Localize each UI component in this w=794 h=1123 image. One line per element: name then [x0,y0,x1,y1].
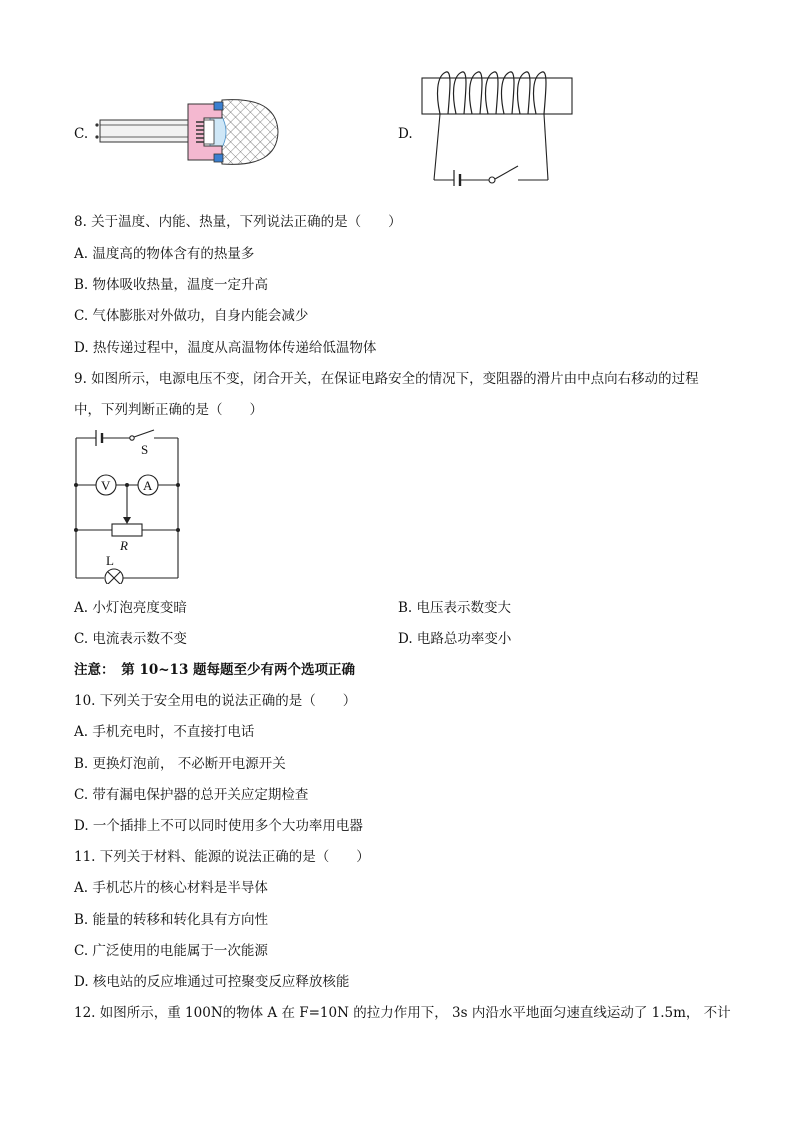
q9-option-b: B. 电压表示数变大 [398,600,512,616]
option-d-label: D. [398,126,413,142]
light-bulb-figure [92,92,282,172]
question-9-stem-line1: 9. 如图所示，电源电压不变，闭合开关，在保证电路安全的情况下，变阻器的滑片由中点向右移动的过程 [74,371,699,387]
resistor-label: R [120,538,128,553]
q10-option-b: B. 更换灯泡前， 不必断开电源开关 [74,756,286,772]
switch-label: S [141,442,149,457]
option-c-label: C. [74,126,89,142]
voltmeter-label: V [101,478,111,493]
question-10-stem: 10. 下列关于安全用电的说法正确的是（ ） [74,693,357,709]
solenoid-circuit-figure [418,66,578,186]
q11-option-c: C. 广泛使用的电能属于一次能源 [74,943,268,959]
q11-option-d: D. 核电站的反应堆通过可控聚变反应释放核能 [74,974,350,990]
q8-option-b: B. 物体吸收热量，温度一定升高 [74,277,269,293]
question-9-stem-line2: 中，下列判断正确的是（ ） [74,402,263,418]
q9-option-c: C. 电流表示数不变 [74,631,187,647]
q11-option-a: A. 手机芯片的核心材料是半导体 [74,880,268,896]
q11-option-b: B. 能量的转移和转化具有方向性 [74,912,269,928]
multi-answer-notice: 注意： 第 10~13 题每题至少有两个选项正确 [74,662,356,678]
q8-option-a: A. 温度高的物体含有的热量多 [74,246,255,262]
q10-option-d: D. 一个插排上不可以同时使用多个大功率用电器 [74,818,363,834]
question-8-stem: 8. 关于温度、内能、热量，下列说法正确的是（ ） [74,214,402,230]
ammeter-label: A [143,478,153,493]
rheostat-circuit-figure [70,424,190,584]
q10-option-c: C. 带有漏电保护器的总开关应定期检查 [74,787,309,803]
question-12-stem: 12. 如图所示，重 100N的物体 A 在 F=10N 的拉力作用下， 3s 内沿水平地面匀速直线运动了 1.5m， 不计 [74,1005,731,1021]
q9-option-d: D. 电路总功率变小 [398,631,512,647]
q9-option-a: A. 小灯泡亮度变暗 [74,600,187,616]
q10-option-a: A. 手机充电时，不直接打电话 [74,724,255,740]
question-11-stem: 11. 下列关于材料、能源的说法正确的是（ ） [74,849,370,865]
lamp-label: L [106,553,114,568]
q8-option-d: D. 热传递过程中，温度从高温物体传递给低温物体 [74,340,377,356]
q8-option-c: C. 气体膨胀对外做功，自身内能会减少 [74,308,309,324]
